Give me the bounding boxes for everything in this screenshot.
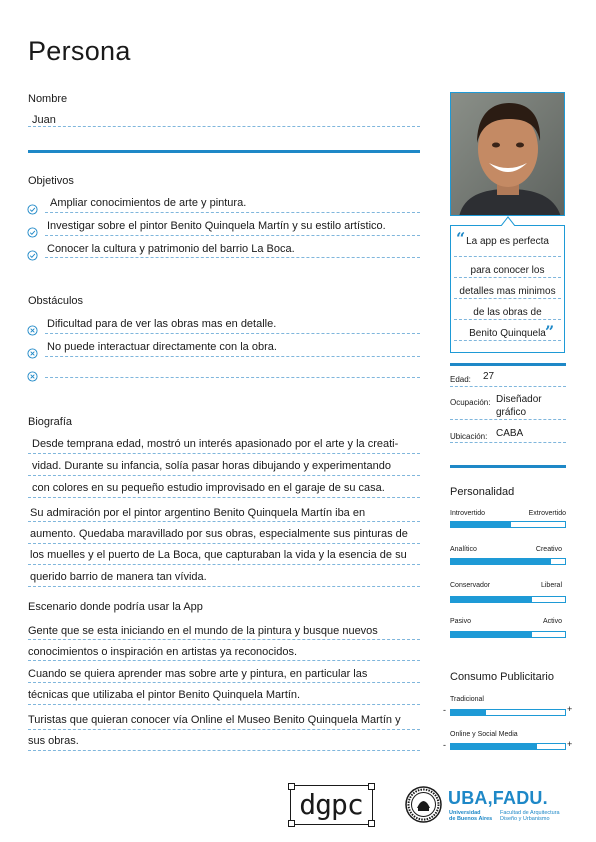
quote-line: detalles mas minimos (454, 278, 561, 299)
x-circle-icon (27, 348, 38, 359)
dgpc-logo (290, 785, 373, 825)
divider (28, 475, 420, 476)
escenario-line: conocimientos o inspiración en artistas ya reconocidos. (28, 646, 298, 658)
section-rule (28, 150, 420, 153)
biografia-line: los muelles y el puerto de La Boca, que capturaban la vida y la esencia de su (30, 549, 407, 561)
divider (28, 682, 420, 683)
plus-sign: + (567, 704, 573, 714)
divider (450, 419, 566, 420)
biografia-line: Su admiración por el pintor argentino Benito Quinquela Martín iba en (30, 507, 366, 519)
escenario-label: Escenario donde podría usar la App (28, 601, 203, 613)
speech-pointer-icon (501, 216, 515, 226)
trait-right-label: Activo (542, 618, 562, 625)
divider (45, 377, 420, 378)
check-icon (27, 204, 38, 215)
trait-left-label: Introvertido (450, 510, 486, 517)
divider (28, 660, 420, 661)
consumo-slider (450, 743, 566, 750)
section-rule (450, 363, 566, 366)
trait-left-label: Analítico (450, 546, 477, 553)
divider (450, 442, 566, 443)
ocupacion-value: Diseñador (496, 394, 542, 405)
quote-line: Benito Quinquela (454, 320, 561, 341)
escenario-line: Cuando se quiera aprender mas sobre arte y pintura, en particular las (28, 668, 368, 680)
biografia-line: querido barrio de manera tan vívida. (30, 571, 207, 583)
consumo-slider (450, 709, 566, 716)
divider (45, 212, 420, 213)
dgpc-text: dgpc (299, 788, 363, 821)
personalidad-label: Personalidad (450, 486, 515, 498)
objetivo-item: Conocer la cultura y patrimonio del barrio La Boca. (47, 243, 295, 255)
consumo-slider-fill (451, 710, 486, 715)
divider (28, 750, 420, 751)
divider (28, 729, 420, 730)
divider (28, 497, 420, 498)
biografia-line: Desde temprana edad, mostró un interés apasionado por el arte y la creati- (32, 438, 399, 450)
open-quote-icon: “ (456, 229, 466, 248)
divider (28, 126, 420, 127)
nombre-label: Nombre (28, 93, 68, 105)
x-circle-icon (27, 371, 38, 382)
trait-slider (450, 631, 566, 638)
biografia-line: aumento. Quedaba maravillado por sus obras, especialmente sus pinturas de (30, 528, 408, 540)
ocupacion-label: Ocupación: (450, 398, 491, 407)
escenario-line: Gente que se esta iniciando en el mundo de la pintura y busque nuevos (28, 625, 378, 637)
divider (45, 356, 420, 357)
obstaculo-item: No puede interactuar directamente con la obra. (47, 341, 277, 353)
ocupacion-value: gráfico (496, 407, 527, 418)
divider (45, 257, 420, 258)
obstaculos-label: Obstáculos (28, 295, 84, 307)
check-icon (27, 250, 38, 261)
consumo-slider-fill (451, 744, 537, 749)
consumo-item-label: Tradicional (450, 696, 484, 703)
edad-value: 27 (483, 371, 495, 382)
fadu-subtitle-line: Diseño y Urbanismo (500, 816, 550, 822)
biografia-line: con colores en su pequeño estudio improvisado en el garaje de su casa. (32, 482, 385, 494)
divider (28, 453, 420, 454)
quote-text (454, 236, 561, 341)
uba-subtitle (449, 810, 492, 822)
trait-slider-fill (451, 632, 532, 637)
trait-slider (450, 521, 566, 528)
trait-slider-fill (451, 559, 551, 564)
logo-corner (288, 820, 295, 827)
check-icon (27, 227, 38, 238)
nombre-value: Juan (32, 114, 56, 126)
quote-line: La app es perfecta (454, 236, 561, 257)
fadu-subtitle-line: Facultad de Arquitectura (500, 810, 560, 816)
uba-fadu-logo-text: UBA,FADU. (448, 788, 548, 808)
trait-right-label: Creativo (535, 546, 562, 553)
trait-slider (450, 596, 566, 603)
uba-subtitle-line: Universidad (449, 810, 481, 816)
divider (28, 521, 420, 522)
x-circle-icon (27, 325, 38, 336)
divider (28, 564, 420, 565)
ubicacion-value: CABA (496, 428, 524, 439)
person-photo-icon (451, 93, 565, 216)
trait-right-label: Liberal (540, 582, 562, 589)
biografia-line: vidad. Durante su infancia, solía pasar horas dibujando y experimentando (32, 460, 391, 472)
escenario-line: Turistas que quieran conocer vía Online el Museo Benito Quinquela Martín y (28, 714, 401, 726)
quote-line: de las obras de (454, 299, 561, 320)
trait-left-label: Conservador (450, 582, 491, 589)
consumo-item-label: Online y Social Media (450, 731, 518, 738)
section-rule (450, 465, 566, 468)
plus-sign: + (567, 739, 573, 749)
logo-corner (368, 820, 375, 827)
avatar (450, 92, 565, 216)
obstaculo-item: Dificultad para de ver las obras mas en detalle. (47, 318, 277, 330)
objetivo-item: Ampliar conocimientos de arte y pintura. (50, 197, 247, 209)
divider (28, 639, 420, 640)
trait-slider-fill (451, 597, 532, 602)
minus-sign: - (443, 740, 446, 750)
divider (28, 586, 420, 587)
trait-right-label: Extrovertido (528, 510, 566, 517)
divider (45, 235, 420, 236)
fadu-subtitle (500, 810, 560, 822)
trait-slider (450, 558, 566, 565)
objetivos-label: Objetivos (28, 175, 74, 187)
divider (450, 386, 566, 387)
escenario-line: técnicas que utilizaba el pintor Benito Quinquela Martín. (28, 689, 301, 701)
ubicacion-label: Ubicación: (450, 432, 488, 441)
escenario-line: sus obras. (28, 735, 79, 747)
trait-left-label: Pasivo (450, 618, 472, 625)
quote-line: para conocer los (454, 257, 561, 278)
page-title: Persona (28, 36, 131, 66)
divider (28, 543, 420, 544)
edad-label: Edad: (450, 375, 471, 384)
uba-subtitle-line: de Buenos Aires (449, 816, 493, 822)
trait-slider-fill (451, 522, 511, 527)
biografia-label: Biografía (28, 416, 73, 428)
objetivo-item: Investigar sobre el pintor Benito Quinquela Martín y su estilo artístico. (47, 220, 386, 232)
consumo-label: Consumo Publicitario (450, 671, 554, 683)
divider (45, 333, 420, 334)
uba-seal-icon (405, 786, 442, 823)
close-quote-icon: ” (545, 322, 555, 341)
divider (28, 704, 420, 705)
minus-sign: - (443, 705, 446, 715)
